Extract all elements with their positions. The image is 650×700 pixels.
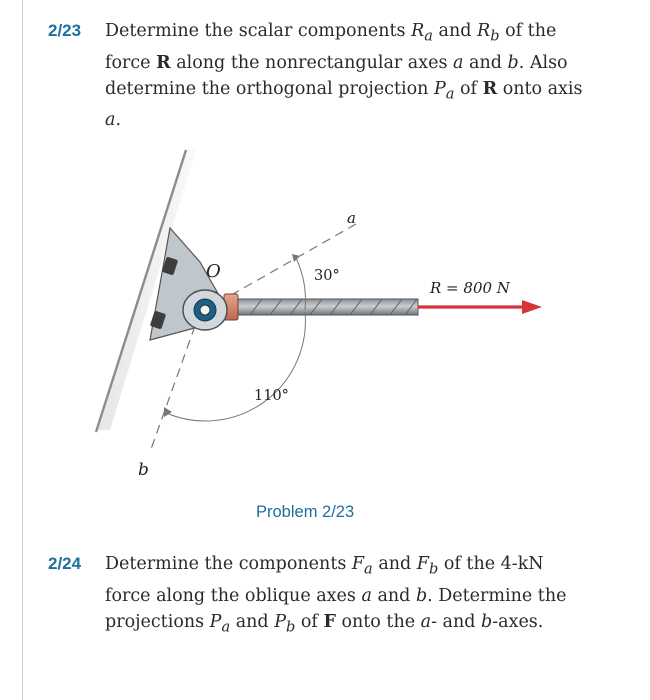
force-R-arrowhead bbox=[522, 300, 542, 314]
pin-center bbox=[200, 305, 210, 315]
statement-text: -axes. bbox=[492, 611, 544, 632]
symbol-Pa-subscript: a bbox=[445, 85, 455, 102]
arc-110-arrowhead bbox=[164, 407, 172, 417]
label-point-O: O bbox=[206, 261, 221, 282]
symbol-axis-b: b bbox=[481, 611, 493, 632]
symbol-axis-a: a bbox=[420, 611, 432, 632]
label-angle-110: 110° bbox=[254, 388, 289, 404]
symbol-R-vector: R bbox=[156, 52, 171, 73]
problem-number: 2/23 bbox=[48, 21, 82, 40]
symbol-axis-b: b bbox=[507, 52, 519, 73]
statement-text: . Also determine the orthogonal projection bbox=[105, 52, 568, 99]
statement-text: . bbox=[115, 110, 122, 130]
symbol-Pa: P bbox=[433, 78, 446, 99]
symbol-Rb: R bbox=[477, 21, 491, 41]
statement-text: and bbox=[463, 52, 508, 73]
symbol-Pb: P bbox=[274, 611, 286, 632]
symbol-Fb: F bbox=[416, 554, 429, 574]
statement-text: of the 4-kN force along the oblique axes bbox=[105, 554, 544, 606]
label-force-R: R = 800 N bbox=[430, 279, 510, 297]
symbol-Fb-subscript: b bbox=[428, 560, 439, 578]
symbol-axis-a: a bbox=[453, 52, 464, 73]
symbol-Ra: R bbox=[411, 21, 425, 41]
statement-text: and bbox=[372, 554, 417, 574]
symbol-Pa: P bbox=[209, 611, 222, 632]
statement-text: onto axis bbox=[497, 78, 583, 99]
rod bbox=[232, 299, 418, 315]
statement-text: of bbox=[454, 78, 483, 99]
statement-text: of bbox=[295, 611, 324, 632]
statement-text: and bbox=[230, 611, 275, 632]
symbol-F-vector: F bbox=[323, 611, 336, 632]
label-axis-b: b bbox=[138, 460, 149, 480]
problem-number: 2/24 bbox=[48, 554, 82, 573]
statement-text: and bbox=[432, 21, 477, 41]
figure-caption: Problem 2/23 bbox=[256, 503, 355, 521]
symbol-Pb-subscript: b bbox=[285, 618, 296, 635]
statement-text: Determine the components bbox=[105, 554, 352, 574]
problem-statement bbox=[105, 551, 588, 640]
statement-text: and bbox=[371, 585, 416, 606]
statement-text: of the force bbox=[105, 21, 557, 73]
arc-30-arrowhead bbox=[292, 254, 300, 262]
symbol-Fa-subscript: a bbox=[364, 560, 373, 578]
symbol-Pa-subscript: a bbox=[221, 618, 231, 635]
statement-text: . Determine the projections bbox=[105, 585, 567, 632]
pin-joint-O bbox=[183, 290, 227, 330]
label-axis-a: a bbox=[347, 209, 356, 227]
statement-text: Determine the scalar components bbox=[105, 21, 412, 41]
symbol-Fa: F bbox=[351, 554, 365, 574]
symbol-axis-b: b bbox=[415, 585, 428, 606]
symbol-R-vector: R bbox=[482, 78, 498, 99]
symbol-Rb-subscript: b bbox=[490, 27, 500, 45]
symbol-Ra-subscript: a bbox=[424, 27, 433, 45]
statement-text: along the nonrectangular axes bbox=[170, 52, 454, 73]
statement-text: onto the bbox=[335, 611, 421, 632]
problem-2-24 bbox=[48, 551, 588, 640]
statement-text: - and bbox=[431, 611, 482, 632]
symbol-axis-a: a bbox=[105, 110, 116, 130]
label-angle-30: 30° bbox=[314, 268, 340, 284]
symbol-axis-a: a bbox=[361, 585, 372, 606]
